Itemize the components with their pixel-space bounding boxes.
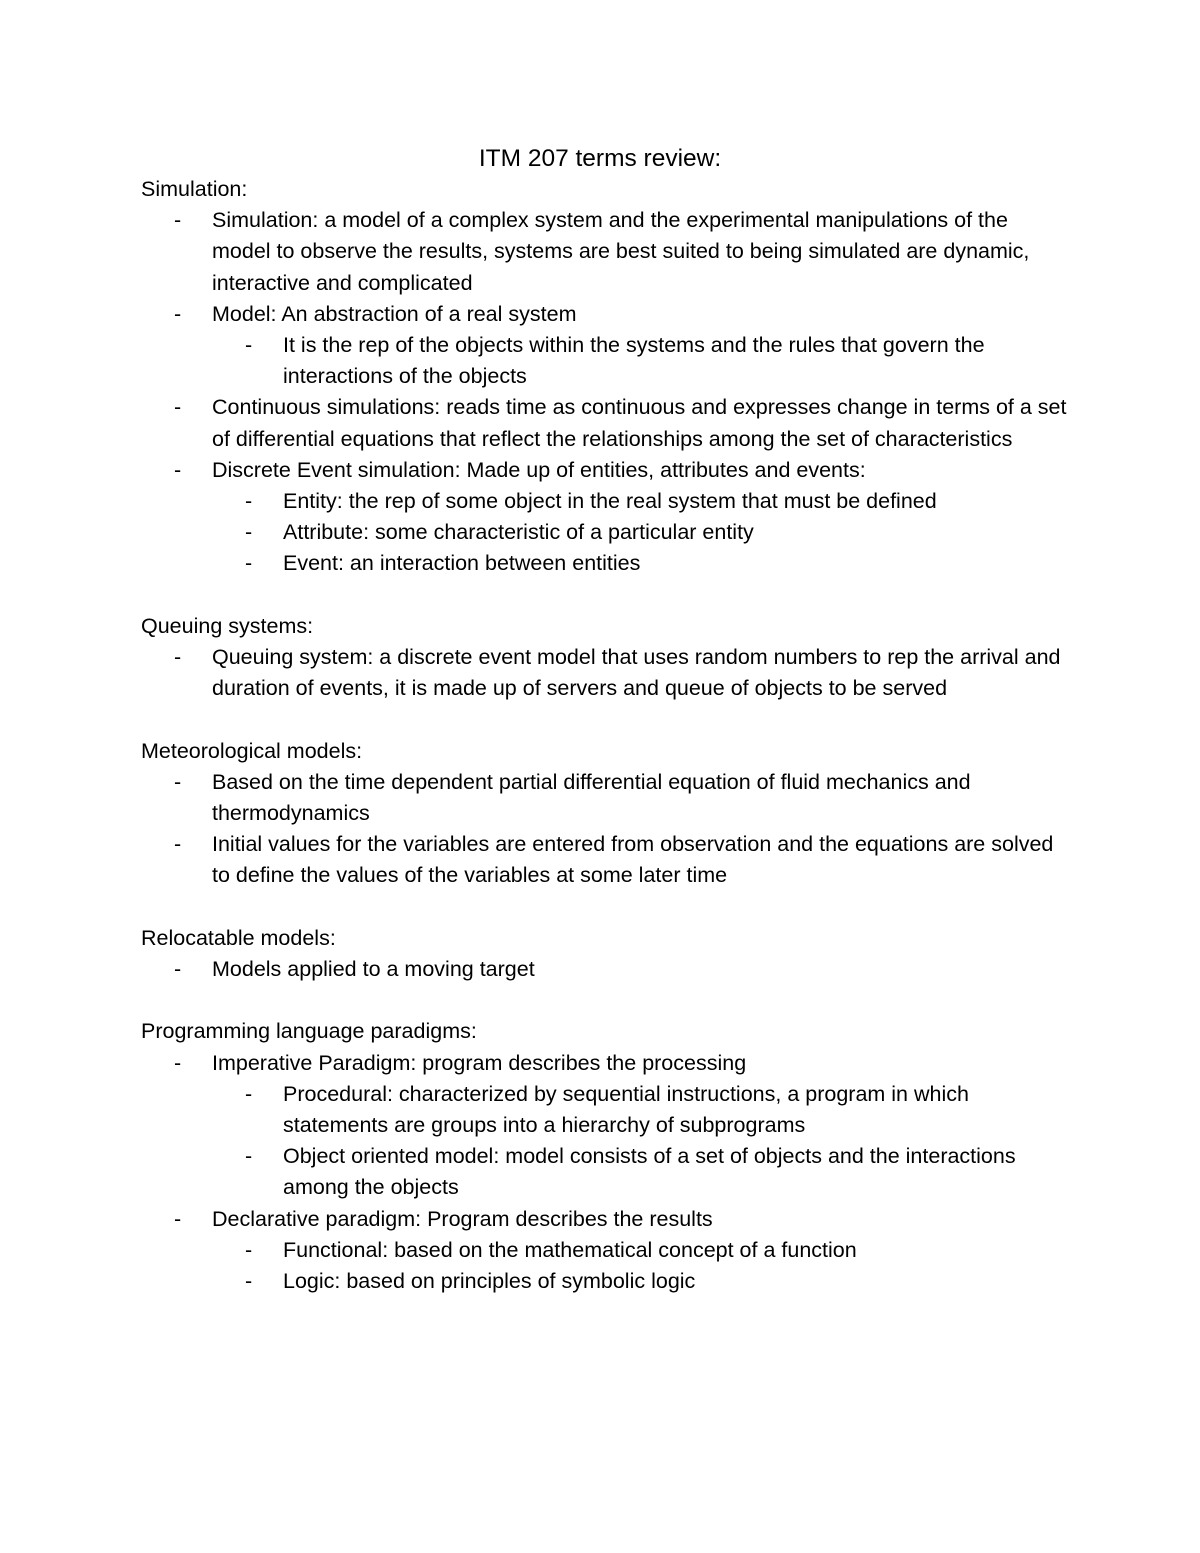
document-body [141,174,1071,1297]
bullet-dash: - [245,1237,253,1262]
sub-list-item-text: Logic: based on principles of symbolic logic [283,1269,696,1294]
bullet-dash: - [174,208,182,233]
bullet-list [141,954,1071,985]
sub-bullet-list [212,1235,1071,1297]
section-heading: Queuing systems: [141,613,314,638]
section [141,611,1071,705]
sub-list-item-text: Event: an interaction between entities [283,551,641,576]
bullet-dash: - [174,1206,182,1231]
section-spacer [141,580,1071,611]
sub-list-item-text: Entity: the rep of some object in the real system that must be defined [283,489,937,514]
bullet-dash: - [174,457,182,482]
sub-list-item-text: Attribute: some characteristic of a particular entity [283,520,754,545]
list-item-text: Queuing system: a discrete event model that uses random numbers to rep the arrival and duration of events, it is made up of servers and queue of objects to be served [212,645,1061,701]
list-item [141,1204,1071,1298]
section-heading: Simulation: [141,177,248,201]
sub-list-item [212,486,1071,517]
list-item-text: Imperative Paradigm: program describes the processing [212,1050,747,1075]
bullet-dash: - [245,551,253,576]
bullet-dash: - [245,520,253,545]
list-item [141,299,1071,393]
list-item [141,642,1071,704]
section [141,923,1071,985]
section-heading: Meteorological models: [141,738,363,763]
list-item [141,767,1071,829]
list-item [141,455,1071,580]
sub-list-item-text: Functional: based on the mathematical concept of a function [283,1237,857,1262]
bullet-dash: - [174,301,182,326]
section-spacer [141,704,1071,735]
section [141,174,1071,580]
bullet-list [141,642,1071,704]
bullet-dash: - [174,769,182,794]
list-item [141,1048,1071,1204]
sub-list-item [212,330,1071,392]
bullet-dash: - [174,832,182,857]
section-spacer [141,892,1071,923]
section [141,1016,1071,1297]
sub-list-item [212,548,1071,579]
bullet-list [141,1048,1071,1298]
list-item-text: Simulation: a model of a complex system and the experimental manipulations of the model to observe the results, systems are best suited to being simulated are dynamic, interactive and complicated [212,208,1030,295]
bullet-dash: - [245,333,253,358]
bullet-dash: - [245,1144,253,1169]
list-item-text: Model: An abstraction of a real system [212,301,577,326]
bullet-dash: - [245,489,253,514]
list-item-text: Declarative paradigm: Program describes the results [212,1206,713,1231]
list-item [141,829,1071,891]
sub-list-item [212,1079,1071,1141]
list-item-text: Discrete Event simulation: Made up of entities, attributes and events: [212,457,866,482]
sub-list-item-text: It is the rep of the objects within the systems and the rules that govern the interactions of the objects [283,333,985,389]
section-spacer [141,985,1071,1016]
sub-list-item [212,1266,1071,1297]
sub-list-item [212,1235,1071,1266]
section-heading: Relocatable models: [141,925,336,950]
sub-bullet-list [212,486,1071,580]
section [141,736,1071,892]
bullet-dash: - [174,395,182,420]
list-item [141,392,1071,454]
bullet-list [141,205,1071,579]
list-item [141,954,1071,985]
sub-list-item [212,1141,1071,1203]
bullet-dash: - [174,957,182,982]
document-title: ITM 207 terms review: [478,145,722,172]
list-item [141,205,1071,299]
sub-bullet-list [212,1079,1071,1204]
sub-list-item-text: Object oriented model: model consists of a set of objects and the interactions among the objects [283,1144,1016,1200]
bullet-dash: - [245,1081,253,1106]
bullet-list [141,767,1071,892]
bullet-dash: - [174,1050,182,1075]
sub-list-item [212,517,1071,548]
bullet-dash: - [245,1269,253,1294]
section-heading: Programming language paradigms: [141,1019,477,1044]
list-item-text: Based on the time dependent partial differential equation of fluid mechanics and thermodynamics [212,769,971,826]
list-item-text: Initial values for the variables are entered from observation and the equations are solved to define the values of the variables at some later time [212,832,1054,888]
list-item-text: Continuous simulations: reads time as continuous and expresses change in terms of a set of differential equations that reflect the relationships among the set of characteristics [212,395,1067,451]
sub-list-item-text: Procedural: characterized by sequential instructions, a program in which statements are groups into a hierarchy of subprograms [283,1081,969,1138]
bullet-dash: - [174,645,182,670]
list-item-text: Models applied to a moving target [212,957,535,982]
sub-bullet-list [212,330,1071,392]
